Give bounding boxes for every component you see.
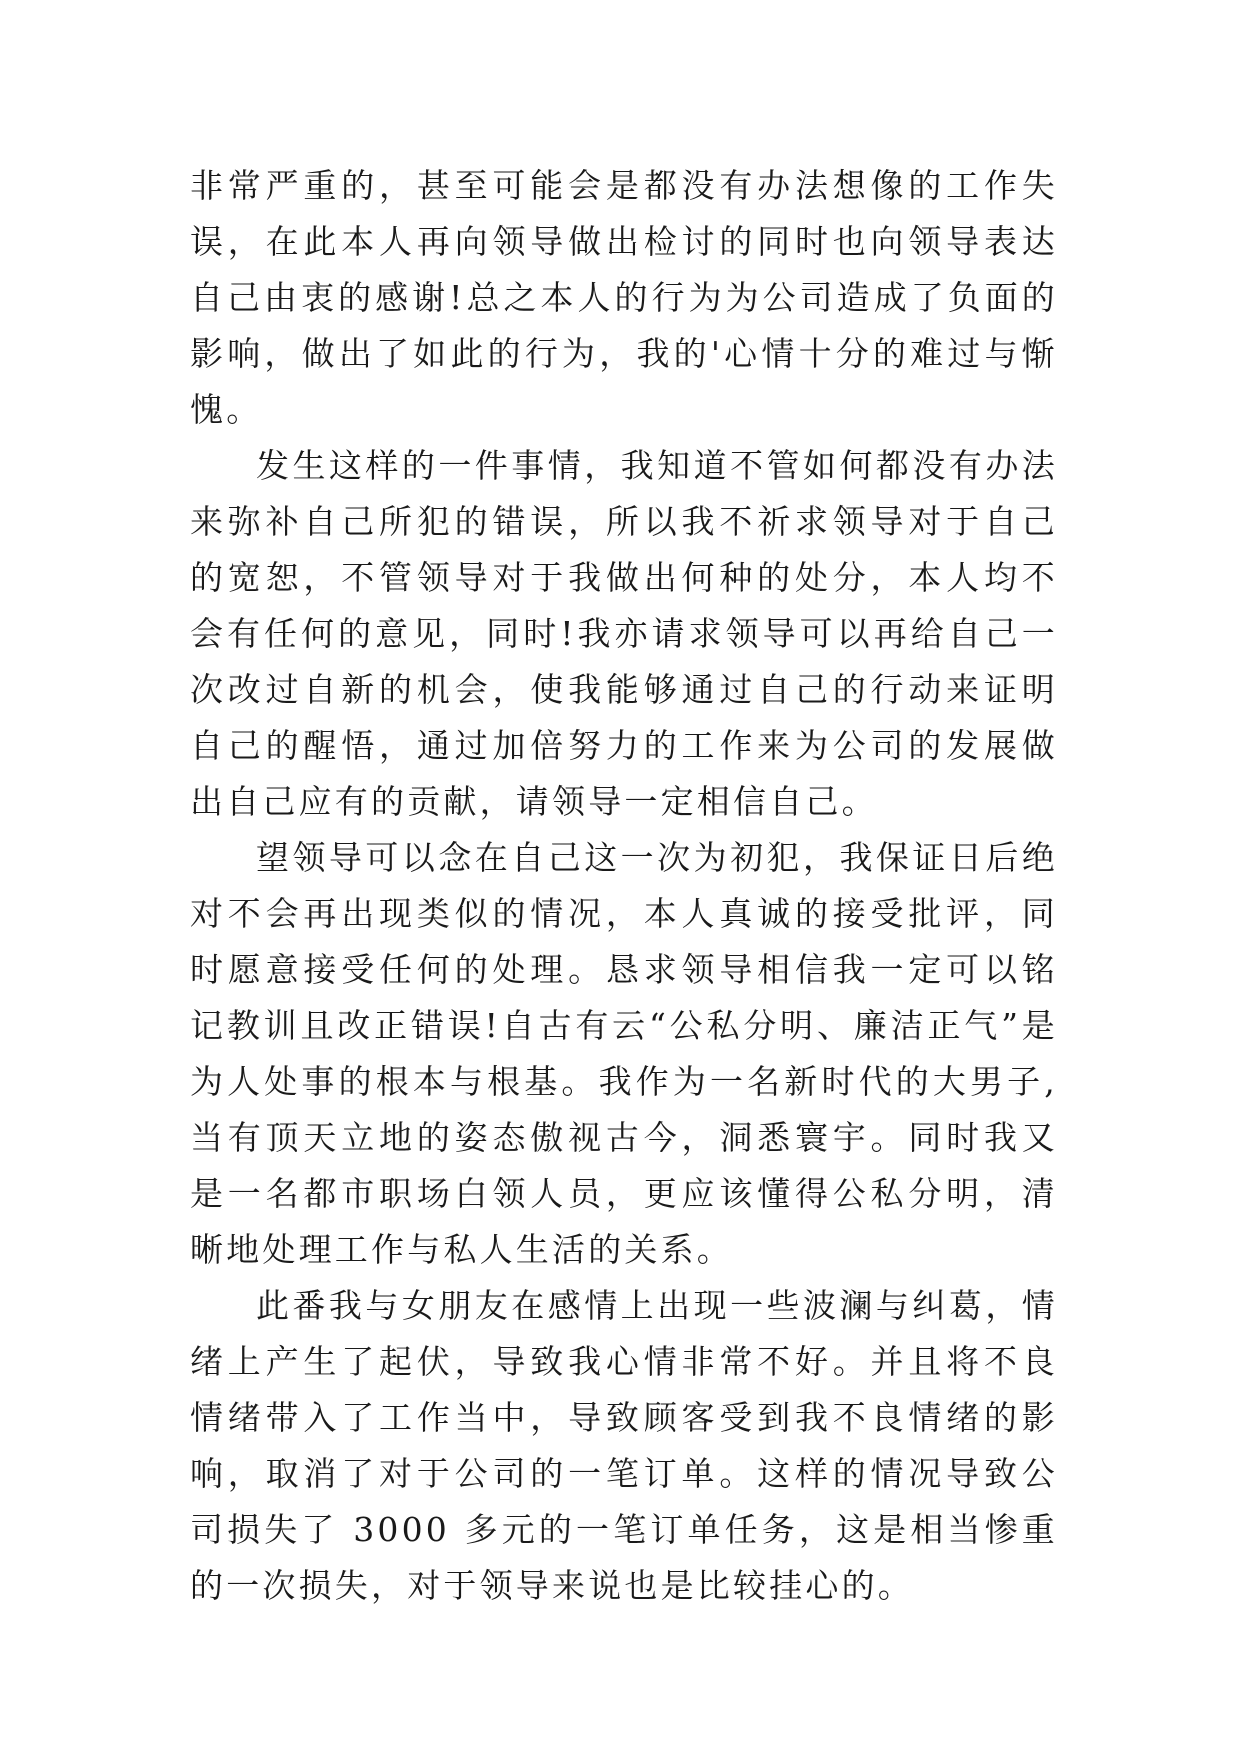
paragraph-3: 望领导可以念在自己这一次为初犯，我保证日后绝对不会再出现类似的情况，本人真诚的接受批评，同时愿意接受任何的处理。恳求领导相信我一定可以铭记教训且改正错误!自古有云“公私分明、廉洁正气”是为人处事的根本与根基。我作为一名新时代的大男子,当有顶天立地的姿态傲视古今，洞悉寰宇。同时我又是一名都市职场白领人员，更应该懂得公私分明，清晰地处理工作与私人生活的关系。 <box>190 838 1058 1269</box>
paragraph-4: 此番我与女朋友在感情上出现一些波澜与纠葛，情绪上产生了起伏，导致我心情非常不好。并且将不良情绪带入了工作当中，导致顾客受到我不良情绪的影响，取消了对于公司的一笔订单。这样的情况导致公司损失了 3000 多元的一笔订单任务，这是相当惨重的一次损失，对于领导来说也是比较挂心的。 <box>190 1286 1058 1605</box>
document-body <box>190 158 1058 1614</box>
paragraph-2: 发生这样的一件事情，我知道不管如何都没有办法来弥补自己所犯的错误，所以我不祈求领导对于自己的宽恕，不管领导对于我做出何种的处分，本人均不会有任何的意见，同时!我亦请求领导可以再给自己一次改过自新的机会，使我能够通过自己的行动来证明自己的醒悟，通过加倍努力的工作来为公司的发展做出自己应有的贡献，请领导一定相信自己。 <box>190 446 1058 821</box>
paragraph-1: 非常严重的，甚至可能会是都没有办法想像的工作失误，在此本人再向领导做出检讨的同时也向领导表达自己由衷的感谢!总之本人的行为为公司造成了负面的影响，做出了如此的行为，我的'心情十分的难过与惭愧。 <box>190 166 1058 429</box>
